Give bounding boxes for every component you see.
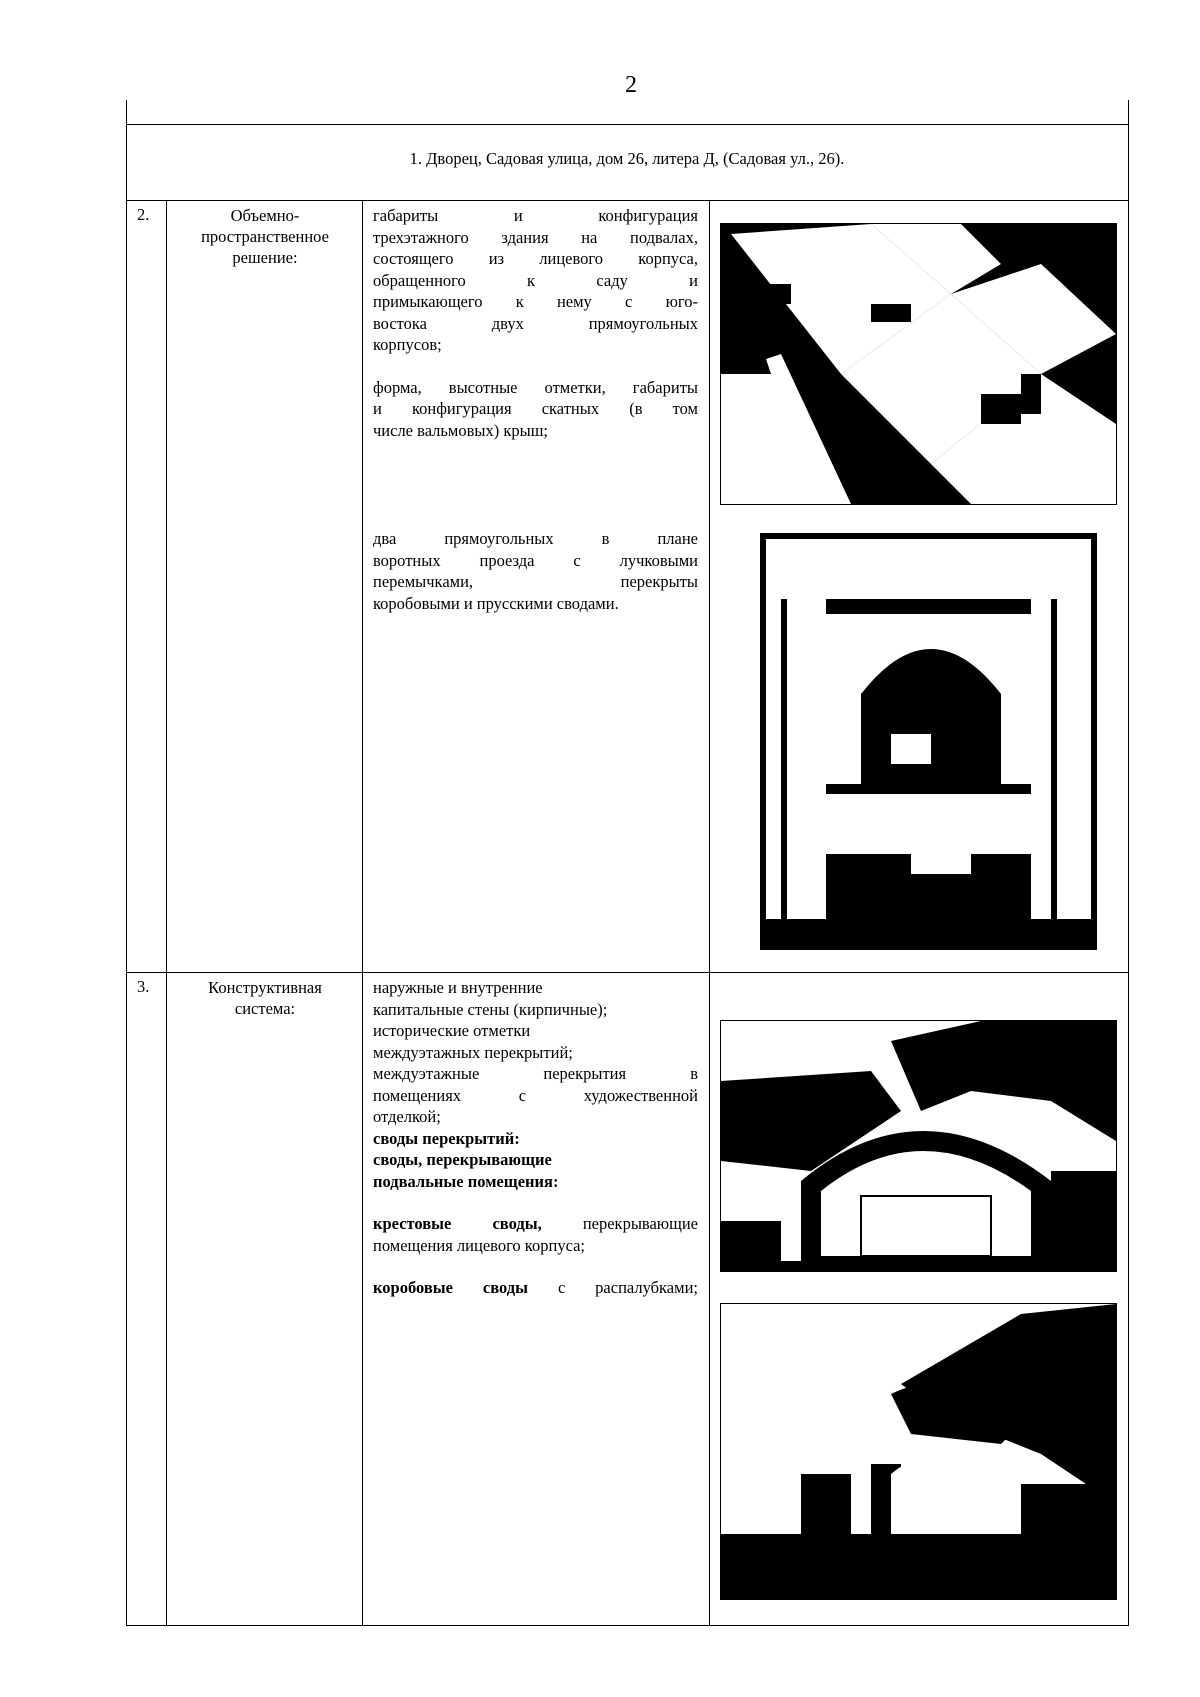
row-description-gates: два прямоугольных в плане воротных проезда с лучковыми перемычками, перекрыты коробовыми и прусскими сводами.	[373, 529, 698, 613]
page-number: 2	[625, 72, 637, 98]
object-heading: 1. Дворец, Садовая улица, дом 26, литера Д, (Садовая ул., 26).	[409, 149, 845, 168]
table-border-heading-top	[126, 124, 1129, 125]
table-border-right	[1128, 100, 1129, 1626]
table-border-row-divider	[126, 972, 1129, 973]
cross-vault-photo	[720, 1020, 1117, 1272]
table-border-heading-bottom	[126, 200, 1129, 201]
row-number: 2.	[137, 205, 150, 224]
aerial-view-photo	[720, 223, 1117, 505]
row-category: Объемно- пространственное решение:	[201, 206, 329, 267]
column-divider-1	[166, 200, 167, 1626]
row-category: Конструктивная система:	[208, 978, 322, 1018]
box-vault-photo	[720, 1303, 1117, 1600]
table-border-left	[126, 100, 127, 1626]
column-divider-3	[709, 200, 710, 1626]
row-description: наружные и внутренние капитальные стены (кирпичные); исторические отметки междуэтажных перекрытий; междуэтажные перекрытия в помещениях с художественной отделкой; своды перекрытий: своды, перекрывающие подвальные помещения: крестовые своды, перекрывающие помещения лицевого корпуса; коробовые своды с распалубками;	[373, 978, 698, 1297]
table-border-bottom	[126, 1625, 1129, 1626]
row-number: 3.	[137, 977, 150, 996]
column-divider-2	[362, 200, 363, 1626]
row-description: габариты и конфигурация трехэтажного здания на подвалах, состоящего из лицевого корпуса, обращенного к саду и примыкающего к нему с юго- востока двух прямоугольных корпусов; форма, высотные отметки, габариты и конфигурация скатных (в том числе вальмовых) крыш;	[373, 206, 698, 440]
gate-passage-photo	[760, 533, 1097, 950]
